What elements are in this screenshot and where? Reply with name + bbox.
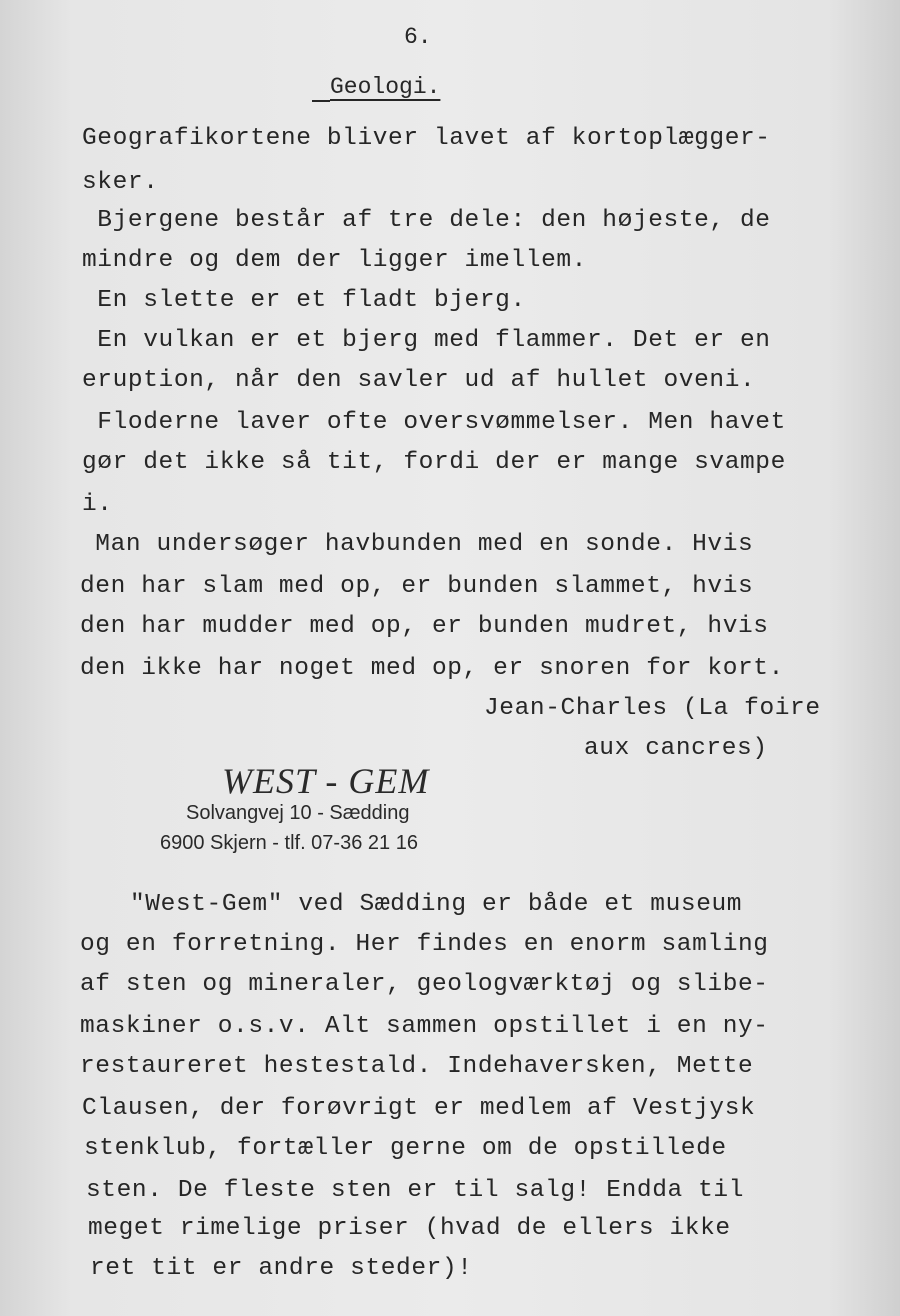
text-line: sten. De fleste sten er til salg! Endda til	[86, 1177, 745, 1204]
text-line: restaureret hestestald. Indehaversken, Mette	[80, 1053, 754, 1080]
text-line: eruption, når den savler ud af hullet oveni.	[82, 367, 756, 394]
stamp-company-name: WEST - GEM	[222, 761, 430, 801]
text-line: stenklub, fortæller gerne om de opstillede	[84, 1135, 727, 1162]
text-line: Floderne laver ofte oversvømmelser. Men havet	[82, 409, 786, 436]
text-line: den ikke har noget med op, er snoren for kort.	[80, 655, 784, 682]
heading-underline	[312, 100, 330, 102]
text-line: den har mudder med op, er bunden mudret, hvis	[80, 613, 769, 640]
text-line: Geografikortene bliver lavet af kortoplægger-	[82, 125, 771, 152]
text-line: meget rimelige priser (hvad de ellers ikke	[88, 1215, 731, 1242]
text-line: "West-Gem" ved Sædding er både et museum	[130, 891, 743, 918]
text-line: sker.	[82, 169, 159, 196]
attribution-line: Jean-Charles (La foire	[484, 695, 821, 722]
attribution-line: aux cancres)	[584, 735, 768, 762]
stamp-city-phone: 6900 Skjern - tlf. 07-36 21 16	[160, 832, 418, 854]
text-line: En vulkan er et bjerg med flammer. Det er en	[82, 327, 771, 354]
text-line: En slette er et fladt bjerg.	[82, 287, 526, 314]
text-line: og en forretning. Her findes en enorm samling	[80, 931, 769, 958]
text-line: Bjergene består af tre dele: den højeste, de	[82, 207, 771, 234]
text-line: den har slam med op, er bunden slammet, hvis	[80, 573, 754, 600]
text-line: Clausen, der forøvrigt er medlem af Vestjysk	[82, 1095, 756, 1122]
page-title: Geologi.	[330, 74, 441, 100]
stamp-address: Solvangvej 10 - Sædding	[186, 802, 410, 824]
text-line: gør det ikke så tit, fordi der er mange svampe	[82, 449, 786, 476]
text-line: ret tit er andre steder)!	[90, 1255, 473, 1282]
text-line: i.	[82, 491, 113, 518]
text-line: af sten og mineraler, geologværktøj og slibe-	[80, 971, 769, 998]
page-number: 6.	[404, 24, 432, 50]
text-line: mindre og dem der ligger imellem.	[82, 247, 587, 274]
text-line: maskiner o.s.v. Alt sammen opstillet i en ny-	[80, 1013, 769, 1040]
text-line: Man undersøger havbunden med en sonde. Hvis	[80, 531, 754, 558]
